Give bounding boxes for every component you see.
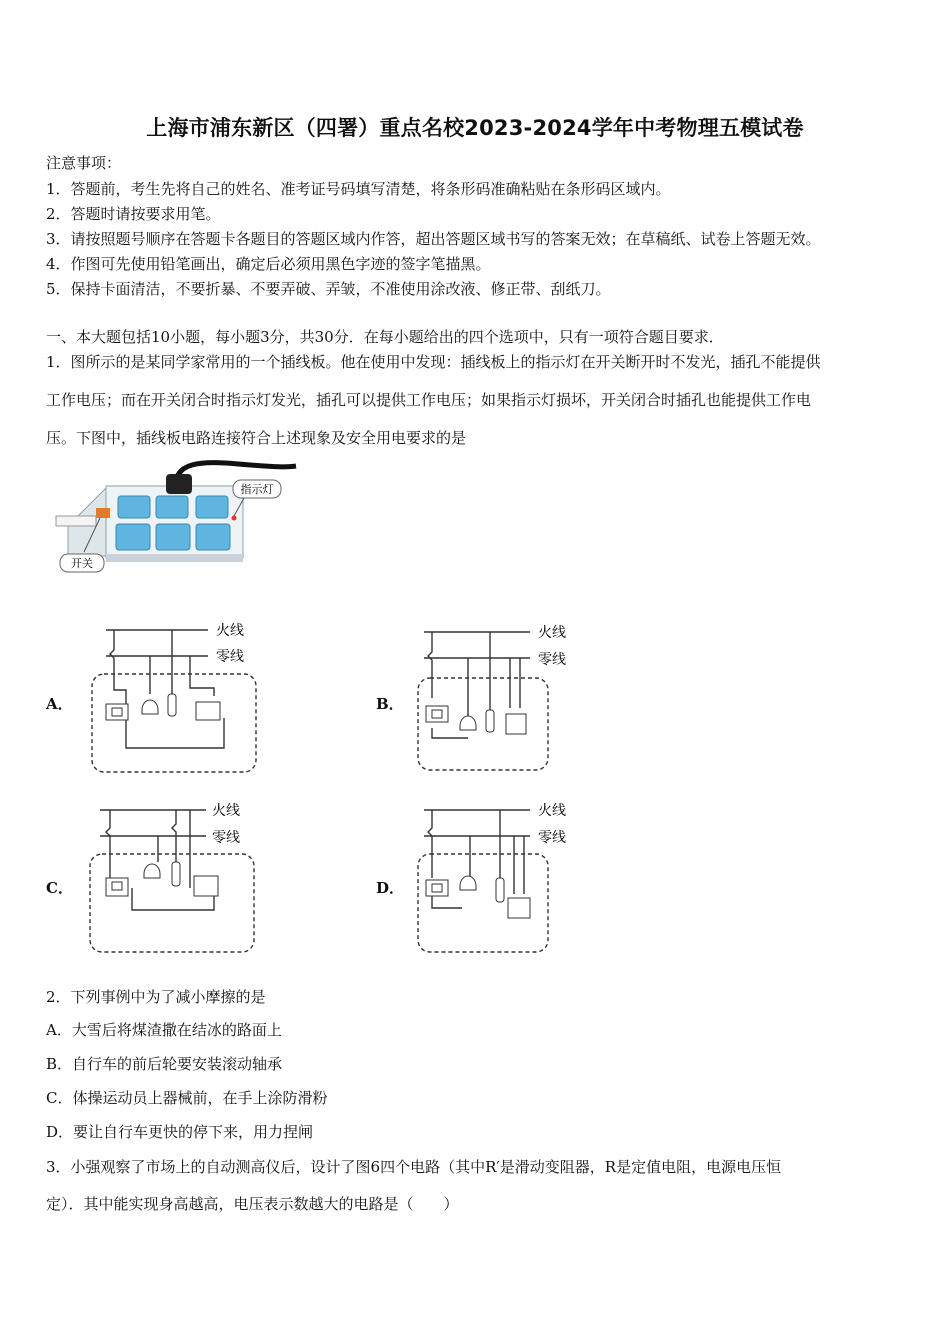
notice-item-2: 2．答题时请按要求用笔。 — [46, 205, 221, 223]
power-strip-photo — [48, 456, 298, 581]
notice-item-5: 5．保持卡面清洁，不要折暴、不要弄破、弄皱，不准使用涂改液、修正带、刮纸刀。 — [46, 280, 611, 298]
section-heading: 一、本大题包括10小题，每小题3分，共30分．在每小题给出的四个选项中，只有一项符合题目要求． — [46, 328, 724, 346]
circuit-option-c — [86, 798, 266, 958]
circuit-option-a — [86, 618, 266, 778]
circuit-b-neutral-label: 零线 — [538, 652, 566, 668]
q1-line-3: 压。下图中，插线板电路连接符合上述现象及安全用电要求的是 — [46, 429, 467, 447]
q2-stem: 2．下列事例中为了减小摩擦的是 — [46, 988, 266, 1006]
page-title: 上海市浦东新区（四署）重点名校2023-2024学年中考物理五模试卷 — [146, 116, 804, 140]
switch-callout: 开关 — [71, 557, 93, 570]
circuit-d-live-label: 火线 — [538, 803, 566, 819]
q2-option-a: A．大雪后将煤渣撒在结冰的路面上 — [46, 1021, 282, 1039]
notice-item-4: 4．作图可先使用铅笔画出，确定后必须用黑色字迹的签字笔描黑。 — [46, 255, 491, 273]
q2-option-d: D．要让自行车更快的停下来，用力捏闸 — [46, 1123, 314, 1141]
circuit-option-b — [412, 618, 592, 778]
notice-item-1: 1．答题前，考生先将自己的姓名、准考证号码填写清楚，将条形码准确粘贴在条形码区域内。 — [46, 180, 671, 198]
q1-option-b-label: B． — [376, 695, 404, 713]
circuit-a-neutral-label: 零线 — [216, 649, 244, 665]
circuit-a-live-label: 火线 — [216, 623, 244, 639]
q1-option-d-label: D． — [376, 879, 405, 897]
notice-item-3: 3．请按照题号顺序在答题卡各题目的答题区域内作答，超出答题区域书写的答案无效；在草稿纸、试卷上答题无效。 — [46, 230, 821, 248]
circuit-option-d — [412, 798, 592, 958]
q2-option-c: C．体操运动员上器械前，在手上涂防滑粉 — [46, 1089, 328, 1107]
indicator-callout: 指示灯 — [240, 483, 274, 496]
q1-option-a-label: A． — [46, 695, 73, 713]
notice-heading: 注意事项： — [46, 154, 122, 172]
circuit-b-live-label: 火线 — [538, 625, 566, 641]
circuit-d-neutral-label: 零线 — [538, 830, 566, 846]
q3-line-2: 定）．其中能实现身高越高，电压表示数越大的电路是（ ） — [46, 1195, 459, 1213]
q1-line-1: 1．图所示的是某同学家常用的一个插线板。他在使用中发现：插线板上的指示灯在开关断开时不发光，插孔不能提供 — [46, 353, 821, 371]
circuit-c-live-label: 火线 — [212, 803, 240, 819]
q1-line-2: 工作电压；而在开关闭合时指示灯发光，插孔可以提供工作电压；如果指示灯损坏，开关闭合时插孔也能提供工作电 — [46, 391, 812, 409]
q2-option-b: B．自行车的前后轮要安装滚动轴承 — [46, 1055, 283, 1073]
q3-line-1: 3．小强观察了市场上的自动测高仪后，设计了图6四个电路（其中R′是滑动变阻器，R是定值电阻，电源电压恒 — [46, 1158, 782, 1176]
q1-option-c-label: C． — [46, 879, 73, 897]
circuit-c-neutral-label: 零线 — [212, 830, 240, 846]
